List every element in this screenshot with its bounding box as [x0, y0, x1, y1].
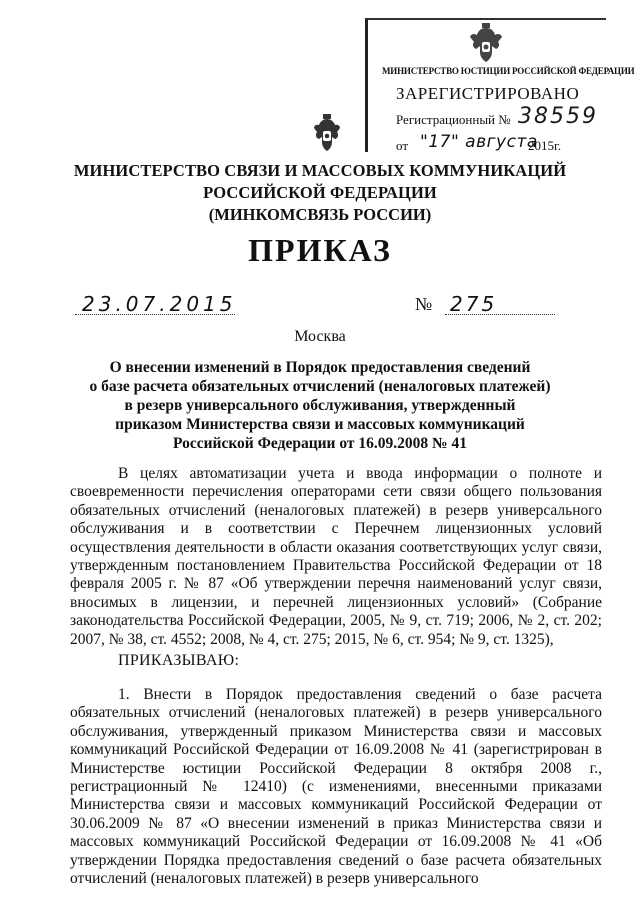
title-line: в резерв универсального обслуживания, утвержденный [124, 397, 516, 414]
stamp-reg-number-label: Регистрационный № [396, 112, 511, 127]
title-line: Российской Федерации от 16.09.2008 № 41 [173, 435, 467, 452]
ministry-short-name: (МИНКОМСВЯЗЬ РОССИИ) [208, 205, 432, 224]
stamp-year: 2015г. [528, 138, 562, 153]
title-line: о базе расчета обязательных отчислений (неналоговых платежей) [89, 378, 551, 395]
ministry-line-2: РОССИЙСКОЙ ФЕДЕРАЦИИ [203, 183, 437, 202]
order-number-label: № [415, 294, 433, 314]
order-number: 275 [450, 292, 498, 316]
order-item-1 [70, 686, 602, 888]
title-line: приказом Министерства связи и массовых коммуникаций [115, 416, 525, 433]
preamble-text: В целях автоматизации учета и ввода информации о полноте и своевременности перечисления операторами сети связи общего пользования обязательных отчислений (неналоговых платежей) в резерв универсального обслуживания и в соответствии с Перечнем лицензионных условий осуществления деятельности в области оказания соответствующих услуг связи, утвержденным постановлением Правительства Российской Федерации от 18 февраля 2005 г. № 87 «Об утверждении перечня наименований услуг связи, вносимых в лицензии, и перечней лицензионных условий» (Собрание законодательства Российской Федерации, 2005, № 9, ст. 719; 2006, № 2, ст. 202; 2007, № 38, ст. 4552; 2008, № 4, ст. 275; 2015, № 6, ст. 954; № 9, ст. 1325), [70, 465, 602, 648]
document-title [60, 358, 580, 453]
item-1-text: 1. Внести в Порядок предоставления сведений о базе расчета обязательных отчислений (неналоговых платежей) в резерв универсального обслуживания, утвержденный приказом Министерства связи и массовых коммуникаций Российской Федерации от 16.09.2008 № 41 (зарегистрирован в Министерстве юстиции Российской Федерации 8 октября 2008 г., регистрационный № 12410) (с изменениями, внесенными приказами Министерства связи и массовых коммуникаций Российской Федерации от 30.06.2009 № 87 «О внесении изменений в приказ Министерства связи и массовых коммуникаций Российской Федерации от 16.09.2008 № 41 «Об утверждении Порядка предоставления сведений о базе расчета обязательных отчислений (неналоговых платежей) в резерв универсального [70, 686, 602, 888]
city: Москва [294, 328, 346, 345]
title-line: О внесении изменений в Порядок предоставления сведений [109, 359, 531, 376]
stamp-reg-number: 38559 [518, 104, 598, 129]
coat-of-arms-icon [468, 22, 504, 64]
stamp-registered-label: ЗАРЕГИСТРИРОВАНО [396, 84, 580, 103]
stamp-date-prefix: от [396, 138, 409, 153]
order-date: 23.07.2015 [82, 292, 237, 316]
number-underline [445, 314, 555, 315]
date-underline [75, 314, 235, 315]
coat-of-arms-icon [312, 114, 342, 152]
ministry-heading [0, 160, 640, 204]
document-type: ПРИКАЗ [248, 232, 392, 268]
stamp-date: "17" августа [420, 132, 538, 152]
preamble [70, 465, 602, 649]
registration-stamp [365, 18, 635, 153]
order-word: ПРИКАЗЫВАЮ: [118, 652, 240, 669]
ministry-line-1: МИНИСТЕРСТВО СВЯЗИ И МАССОВЫХ КОММУНИКАЦИЙ [73, 161, 567, 180]
stamp-ministry: МИНИСТЕРСТВО ЮСТИЦИИ РОССИЙСКОЙ ФЕДЕРАЦИИ [382, 66, 635, 76]
